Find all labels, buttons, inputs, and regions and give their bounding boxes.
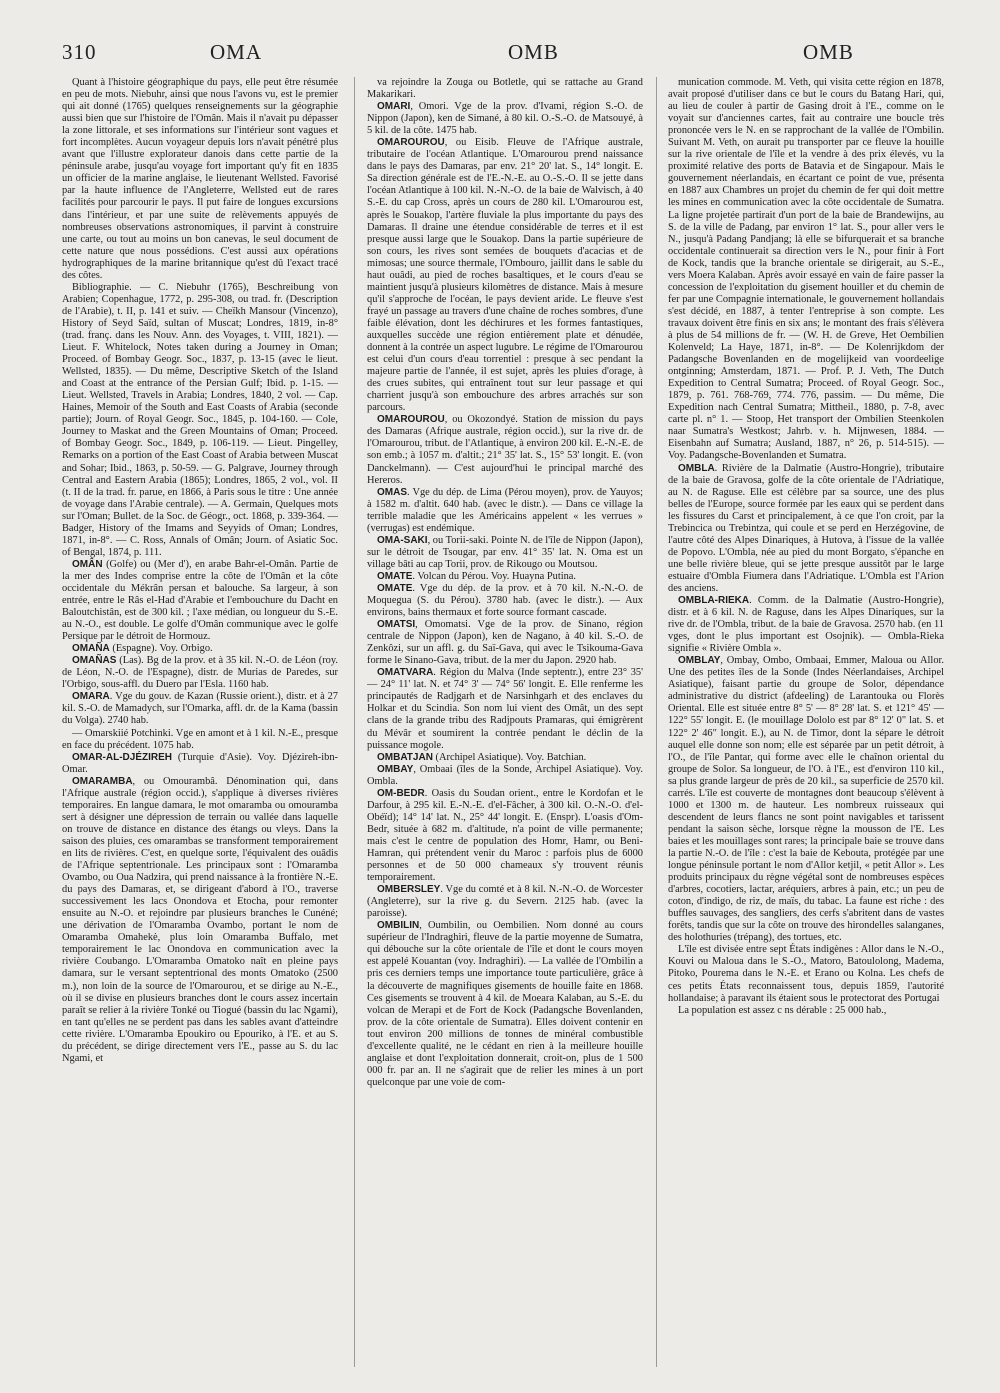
- entry-headword: OMATVARA: [377, 667, 434, 679]
- dictionary-entry: [367, 101, 643, 137]
- running-header: [0, 40, 1000, 80]
- dictionary-entry: [668, 463, 944, 596]
- entry-text: Bibliographie. — C. Niebuhr (1765), Beschreibung von Arabien; Copenhague, 1772, p. 295-308, ou trad. fr. (Description de l'Arabie), t. II, p. 141 et suiv. — Cheïkh Mansour (Vincenzo), History of Seyd Saïd, sultan of Muscat; Londres, 1819, in-8° (trad. franç. dans les Nouv. Ann. des Voyages, t. VIII, 1821). — Lieut. F. Whitelock, Notes taken during a Journey in Oman; Proceed. of Bombay Geogr. Soc., 1837, p. 13-15 (avec le lieut. Wellsted, 1835). — Du même, Descriptive Sketch of the Island and Coast at the entrance of the Persian Gulf; Ibid. p. 1-15. — Lieut. Wellsted, Travels in Arabia; Londres, 1840, 2 vol. — Cap. Haines, Memoir of the South and East Coasts of Arabia (seconde partie); Journ. of Royal Geogr. Soc., 1845, p. 104-160. — Cole, Journey to Maskat and the Green Mountains of Oman; Proceed. of Bombay Geogr. Soc., 1849, p. 106-119. — Lieut. Pingelley, Remarks on a portion of the East Coast of Arabia between Muscat and Sohar; Ibid., 1863, p. 50-59. — G. Palgrave, Journey through Central and Eastern Arabia (1865); Londres, 1865, 2 vol., vol. II (t. II de la trad. fr. parue, en 1866, à Paris sous le titre : Une année de voyage dans l'Arabie centrale). — A. Germain, Quelques mots sur l'Oman; Bullet. de la Soc. de Géogr., oct. 1868, p. 339-364. — Badger, History of the Imams and Seyyids of Oman; Londres, 1871, in-8°. — C. Ross, Annals of Omân; Journ. of Asiatic Soc. of Bengal, 1874, p. 111.: [62, 281, 338, 558]
- dictionary-entry: [367, 752, 643, 764]
- right-column-head: OMB: [803, 40, 854, 64]
- entry-text: , ou Okozondyé. Station de mission du pays des Damaras (Afrique australe, région occid.), sur la rive dr. de l'Omarourou, tribut. de l'Atlantique, à environ 200 kil. E.-N.-E. de son emb.; à 1057 m. d'altit.; 21° 35' lat. S., 15° 53' longit. E. (von Danckelmann). — C'est aujourd'hui le principal marché des Hereros.: [367, 414, 643, 486]
- entry-text: . Comm. de la Dalmatie (Austro-Hongrie), distr. et à 6 kil. N. de Raguse, dans les Alpes Dinariques, sur la rive dr. de l'Ombla, tribut. de la baie de Gravosa. 2570 hab. (en 11 vges, dont le plus important est Osojnik). — Ombla-Rieka signifie « Rivière Ombla ».: [668, 595, 944, 655]
- entry-headword: OMBERSLEY: [377, 884, 441, 896]
- dictionary-entry: [367, 884, 643, 920]
- entry-headword: OMAÑA: [72, 643, 110, 655]
- dictionary-entry: [367, 487, 643, 535]
- entry-text: . Oasis du Soudan orient., entre le Kordofan et le Darfour, à 295 kil. E.-N.-E. d'el-Fâcher, à 300 kil. O.-N.-O. d'el-Obéïd); 14° 14' lat. N., 25° 44' longit. E. (Enspr). L'oasis d'Om-Bedr, située à 682 m. d'altitude, n'a point de ville permanente; mais c'est le centre de population des Homr, Hamr, ou Beni-Hamran, qui prétendent venir du Maroc : parfois plus de 6000 personnes et de 50 000 chameaux s'y trouvent réunis temporairement.: [367, 787, 643, 884]
- paragraph: [62, 77, 338, 282]
- dictionary-entry: [62, 655, 338, 691]
- entry-text: va rejoindre la Zouga ou Botletle, qui se rattache au Grand Makarikari.: [367, 77, 643, 101]
- column-divider: [656, 77, 657, 1367]
- dictionary-entry: [367, 583, 643, 619]
- column-divider: [354, 77, 355, 1367]
- text-column-right: [668, 77, 944, 1367]
- entry-text: — Omarskiié Potchinki. Vge en amont et à 1 kil. N.-E., presque en face du précédent. 1075 hab.: [62, 727, 338, 751]
- text-column-middle: [367, 77, 643, 1367]
- paragraph: [62, 282, 338, 559]
- entry-text: (Espagne). Voy. Orbigo.: [109, 643, 213, 655]
- entry-headword: OM-BEDR: [377, 787, 425, 799]
- left-column-head: OMA: [210, 40, 263, 64]
- dictionary-entry: [367, 788, 643, 884]
- dictionary-entry: [62, 559, 338, 643]
- paragraph: [668, 77, 944, 463]
- entry-text: . Vge du gouv. de Kazan (Russie orient.), distr. et à 27 kil. S.-O. de Mamadych, sur l'Omarka, affl. dr. de la Kama (bassin du Volga). 2740 hab.: [62, 691, 338, 727]
- entry-headword: OMAR-AL-DJÉZIREH: [72, 751, 172, 763]
- entry-headword: OMAROUROU: [377, 414, 445, 426]
- entry-text: (Las). Bg de la prov. et à 35 kil. N.-O. de Léon (roy. de Léon, N.-O. de l'Espagne), distr. de Murias de Paredes, sur l'Orbigo, sous-affl. du Duero par l'Esla. 1160 hab.: [62, 655, 338, 691]
- entry-text: L'île est divisée entre sept États indigènes : Allor dans le N.-O., Kouvi ou Maloua dans le S.-O., Matoro, Batoulolong, Madema, Pitoko, Pourema dans le N.-E. et Erano ou Kolna. Les chefs de ces petits États reconnaissent tous, depuis 1859, l'autorité hollandaise; à paravant ils étaient sous le protectorat des Portugai: [668, 944, 944, 1004]
- entry-headword: OMAS: [377, 486, 407, 498]
- dictionary-entry: [62, 752, 338, 776]
- entry-headword: OMBLA-RIEKA: [678, 595, 750, 607]
- entry-headword: OMATE: [377, 570, 413, 582]
- entry-headword: OMÂN: [72, 558, 103, 570]
- entry-headword: OMARA: [72, 691, 110, 703]
- entry-headword: OMARAMBA: [72, 775, 133, 787]
- entry-headword: OMATSI: [377, 619, 416, 631]
- entry-text: . Vge du dép. de la prov. et à 70 kil. N.-N.-O. de Moquegua (S. du Pérou). 3780 hab. (avec le distr.). — Aux environs, bains thermaux et forte source formant cascade.: [367, 582, 643, 619]
- entry-text: . Rivière de la Dalmatie (Austro-Hongrie), tributaire de la baie de Gravosa, golfe de la côte orientale de l'Adriatique, au N. de Raguse. Elle est célèbre par sa source, une des plus belles de l'Europe, source formée par les eaux qui se perdent dans les fissures du Carst et principalement, à ce que l'on croit, par la Trebincica ou Trebintza, qui coule et se perd en Herzégovine, de l'autre côté des Alpes Dinariques, à Hutova, à l'issue de la vallée de Popovo. L'Ombla, née au pied du mont Borgato, s'épanche en une belle rivière bleue, qui se jette presque aussitôt par le large estuaire d'Ombla Fiumera dans l'Adriatique. L'Ombla est l'Arion des anciens.: [668, 462, 944, 594]
- entry-text: Quant à l'histoire géographique du pays, elle peut être résumée en peu de mots. Niebuhr, ainsi que nous l'avons vu, est le premier qui ait donné (1765) quelques renseignements sur la géographie aussi bien que sur l'histoire de l'Omân. Mais il n'avait pu dépasser la zone littorale, et ses informations sur l'intérieur sont vagues et fort incomplètes. Aucun voyageur depuis lors n'avait pénétré plus avant que l'illustre explorateur danois dans cette partie de la péninsule arabe, jusqu'au voyage fort important qu'y fit en 1835 un officier de la marine anglaise, le lieutenant Wellsted. Favorisé par la haute influence de l'Angleterre, Wellsted eut de rares facilités pour parcourir le pays. Il put faire de longues excursions dans l'intérieur, et par une suite de relèvements appuyés de nombreuses observations astronomiques, il parvint à construire une carte, ou tout au moins un bon canevas, le seul document de cette nature que nous possédions. C'est aussi aux opérations hydrographiques de la marine britannique qu'est dû l'exact tracé des côtes.: [62, 77, 338, 281]
- entry-text: , Ombaai (îles de la Sonde, Archipel Asiatique). Voy. Ombla.: [367, 763, 643, 787]
- dictionary-entry: [668, 655, 944, 944]
- entry-headword: OMBILIN: [377, 920, 420, 932]
- entry-headword: OMBLA: [678, 462, 715, 474]
- entry-text: , Omomatsi. Vge de la prov. de Sinano, région centrale de Nippon (Japon), ken de Nagano, à 40 kil. S.-O. de Zenkôzi, sur un affl. g. du Saï-Gava, qui avec le Tsikouma-Gava forme le Sinano-Gava, tribut. de la mer du Japon. 2920 hab.: [367, 619, 643, 667]
- entry-text: . Vge du dép. de Lima (Pérou moyen), prov. de Yauyos; à 1582 m. d'altit. 640 hab. (avec le distr.). — Dans ce village la terrible maladie que les Américains appelent « les verrues » (verrugas) est endémique.: [367, 486, 643, 534]
- entry-headword: OMARI: [377, 101, 411, 113]
- entry-text: , ou Omourambâ. Dénomination qui, dans l'Afrique australe (région occid.), s'applique à diverses rivières temporaires. En langue damara, le mot omaramba ou omouramba sert à désigner une dépression de terrain ou vallée dans laquelle on trouve de distance en distance des étangs ou vleys. Dans la saison des pluies, ces omarambas se transforment temporairement en lits de rivières. C'est, en quelque sorte, l'équivalent des ouâdis de l'Afrique septentrionale. Les principaux sont : l'Omaramba Ovambo, ou Oua Nadzira, qui prend naissance à la frontière N.-E. du pays des Damaras, et, se dirigeant d'abord à l'O., traverse successivement les lacs Onondova et Etocha, pour remonter ensuite au N.-O. et rejoindre par plusieurs branches le Cunéné; une dérivation de l'Omaramba Ovambo, portant le nom de Omaramba Omahekė, plus loin Omaramba Buffalo, met temporairement le lac Onondova en communication avec la rivière Coubango. L'Omaramba Omatoko naît en pleine pays damara, sur le versant septentrional des monts Omatoko (2500 m.), non loin de la source de l'Omarourou, et se dirige au N.-E., où il se divise en plusieurs branches dont le cours assez incertain paraît se relier à la rivière Tonké ou Tiogué (bassin du lac Ngami), en tant qu'elles ne se perdent pas dans les sables avant d'atteindre cette rivière. L'Omaramba Epoukiro ou Epouriko, à l'E. et au S. du précédent, se dirige directement vers l'E., passe au S. du lac Ngami, et: [62, 775, 338, 1064]
- entry-text: munication commode. M. Veth, qui visita cette région en 1878, avait proposé d'utiliser dans ce but le cours du Batang Hari, qui, au lieu de couler à partir de Gasing droit à l'E., comme on le voyait sur d'anciennes cartes, fait au contraire une boucle très prononcée vers le N. en se rapprochant de la vallée de l'Ombilin. Suivant M. Veth, on aurait pu transporter par ce fleuve la houille sur la rive orientale de l'île et la vendre à des prix élevés, vu la proximité relative des ports de Batavia et de Singapour. Mais le gouvernement néerlandais, en écartant ce point de vue, présenta en 1887 aux Chambres un projet du chemin de fer qui doit mettre les mines en communication avec la côte occidentale de Sumatra. La ligne projetée partirait d'un port de la baie de Brandewijns, au S. de la ville de Padang, par environ 1° lat. S., pour aller vers le N., jusqu'à Padang Pandjang; là elle se bifurquerait et sa branche occidentale continuerait sa direction vers le N., pour finir à Fort de Kock, tandis que la branche orientale se dirigerait, au S.-E., vers Moera Kalaban. Après avoir essayé en vain de faire passer la concession de l'exploitation du gisement houiller et du chemin de fer par une Compagnie internationale, le gouvernement hollandais s'est décidé, en 1887, à tenter l'entreprise à son compte. Les travaux doivent être finis en six ans; le montant des frais s'élèvera à plus de 54 millions de fr. — (W. H. de Greve, Het Oembilien Kolenveld; La Haye, 1871, in-8°. — De Kolenrijkdom der Padangsche Bovenlanden en de mogelijkeid van voordeelige ontginning; Amsterdam, 1871. — Prof. P. J. Veth, The Dutch Expedition to Central Sumatra; Proceed. of Royal Geogr. Soc., 1879, p. 761. 768-769, 774. 776, passim. — Du même, Die Expedition nach Central Sumatra; Mittheil., 1880, p. 7-8, avec carte pl. n° 1. — Stoop, Het transport der Ombilien Steenkolen naar Sumatra's Westkost; Jahrb. v. h. Mijnwesen, 1884. — Eisenbahn auf Sumatra; Ausland, 1887, n° 26, p. 514-515). — Voy. Padangsche-Bovenlanden et Sumatra.: [668, 77, 944, 462]
- entry-headword: OMBATJAN: [377, 751, 433, 763]
- page-number: 310: [62, 40, 97, 64]
- dictionary-entry: [367, 137, 643, 414]
- entry-text: , Omori. Vge de la prov. d'Ivami, région S.-O. de Nippon (Japon), ken de Simané, à 80 kil. O.-S.-O. de Matsouyé, à 5 kil. de la côte. 1475 hab.: [367, 101, 643, 137]
- paragraph: [62, 728, 338, 752]
- middle-column-head: OMB: [508, 40, 559, 64]
- entry-text: La population est assez c ns dérable : 25 000 hab.,: [678, 1004, 887, 1016]
- entry-headword: OMAROUROU: [377, 137, 445, 149]
- entry-headword: OMA-SAKI: [377, 534, 428, 546]
- dictionary-entry: [62, 776, 338, 1065]
- paragraph: [668, 944, 944, 1004]
- entry-headword: OMBLAY: [678, 655, 721, 667]
- entry-text: , ou Eisib. Fleuve de l'Afrique australe, tributaire de l'océan Atlantique. L'Omarourou prend naissance dans le pays des Damaras, par env. 21° 20' lat. S., 14° longit. E. Sa direction générale est de l'E.-N.-E. au O.-S.-O. Il se jette dans l'océan Atlantique à 100 kil. N.-N.-O. de la baie de Walvisch, à 40 S.-E. du cap Cross, après un cours de 280 kil. L'Omarourou est, après le Souakop, l'artère fluviale la plus importante du pays des Damaras. Il draine une étendue considérable de terres et il est presque aussi large que le Souakop. Dans la partie supérieure de son cours, les rives sont semées de bouquets d'acacias et de mimosas; une source thermale, l'Ombouro, jaillit dans le sable du haut ouâdi, au pied de roches basaltiques, et le cours d'eau se maintient jusqu'à plusieurs kilomètres de distance. Mais à mesure qu'il s'approche de l'océan, le pays devient aride. Le fleuve s'est frayé un passage au travers d'une chaîne de roches sombres, d'une faible élévation, dont les déchirures et les formes fantastiques, auxquelles succède une région entièrement plate et dénudée, donnent à la contrée un aspect lugubre. Le régime de l'Omarourou est celui d'un cours d'eau torrentiel : presque à sec pendant la majeure partie de l'année, il est sujet, après les pluies d'orage, à des crues subites, qui entraînent tout sur leur passage et qui charrient jusqu'à son embouchure des arbres arrachés sur son parcours.: [367, 137, 643, 414]
- entry-text: , ou Torii-saki. Pointe N. de l'île de Nippon (Japon), sur le détroit de Tsougar, par env. 41° 35' lat. N. Oma est un village bâti au cap Torii, prov. de Rikougo ou Moutsou.: [367, 534, 643, 570]
- dictionary-entry: [367, 764, 643, 788]
- dictionary-entry: [367, 920, 643, 1089]
- dictionary-entry: [62, 691, 338, 727]
- paragraph: [668, 1005, 944, 1017]
- text-column-left: [62, 77, 338, 1367]
- dictionary-entry: [367, 414, 643, 486]
- entry-text: (Golfe) ou (Mer d'), en arabe Bahr-el-Omân. Partie de la mer des Indes comprise entre la côte de l'Omân et la côte occidentale du Mékrân persan et balouche. Sa largeur, à son entrée, entre le Râs el-Had d'Arabie et l'embouchure du Dacht en Baloutchistân, est de 300 kil. ; l'axe médian, ou longueur du S.-E. au N.-O., est double. Le golfe d'Omân communique avec le golfe Persique par le détroit de Hormouz.: [62, 558, 338, 643]
- entry-text: (Archipel Asiatique). Voy. Batchian.: [432, 751, 587, 763]
- entry-text: . Région du Malva (Inde septentr.), entre 23° 35' — 24° 11' lat. N. et 74° 3' — 74° 56' longit. E. Elle renferme les principautés de Radjgarh et de Narsinhgarh et des enclaves du Holkar et du Scindia. Son nom lui vient des Omât, un des sept clans de la grande tribu des Radjpouts Pramaras, qui émigrèrent du Mévâr et soumirent la contrée pendant le déclin de la puissance mogole.: [367, 667, 643, 751]
- dictionary-entry: [668, 595, 944, 655]
- paragraph: [367, 77, 643, 101]
- entry-text: . Volcan du Pérou. Voy. Huayna Putina.: [412, 570, 577, 582]
- entry-text: . Vge du comté et à 8 kil. N.-N.-O. de Worcester (Angleterre), sur la rive g. du Severn. 2125 hab. (avec la paroisse).: [367, 884, 643, 920]
- entry-text: (Turquie d'Asie). Voy. Djézireh-ibn-Omar.: [62, 751, 338, 775]
- dictionary-entry: [367, 619, 643, 667]
- dictionary-entry: [367, 535, 643, 571]
- entry-text: , Oumbilin, ou Oembilien. Nom donné au cours supérieur de l'Indraghiri, fleuve de la partie moyenne de Sumatra, qui débouche sur la côte orientale de l'île et dont le cours moyen est appelé Kouantan (voy. Indraghiri). — La vallée de l'Ombilin a pris ces derniers temps une importance toute particulière, grâce à la découverte de magnifiques gisements de houille faite en 1868. Ces gisements se trouvent à 4 kil. de Moeara Kalaban, au S.-E. du volcan de Merapi et de Fort de Kock (Padangsche Bovenlanden, prov. de la côte orientale de Sumatra). Elles doivent contenir en tout environ 200 millions de tonnes de minéral combustible d'excellente qualité, ne le cédant en rien à la meilleure houille anglaise et dont l'exploitation donnerait, croit-on, plus de 1 500 000 fr. par an. Il ne s'agirait que de relier les mines à un port quelconque par une voie de com-: [367, 920, 643, 1088]
- entry-headword: OMATE: [377, 582, 413, 594]
- dictionary-entry: [367, 667, 643, 751]
- dictionary-entry: [62, 643, 338, 655]
- entry-text: , Ombay, Ombo, Ombaai, Emmer, Maloua ou Allor. Une des petites îles de la Sonde (Indes Néerlandaises, Archipel Asiatique), faisant partie du groupe de Solor, dépendance administrative du district (afdeeling) de Larantouka ou Florès Oriental. Elle est située entre 8° 5' — 8° 28' lat. S. et 121° 45' — 122° 55' longit. E. (le mouillage Dololo est par 8° 12' 0" lat. S. et 122° 2' 46" longit. E.), au N. de Timor, dont la sépare le détroit auquel elle donne son nom; elle est séparée par un petit détroit, à l'O., de l'île Pantar, qui forme avec elle le chaînon oriental du groupe de Solor. Sa longueur, de l'O. à l'E., est d'environ 110 kil., sa plus grande largeur de près de 20 kil., sa superficie de 2570 kil. carrés. L'île est couverte de montagnes dont beaucoup s'élèvent à 1000 et 1300 m. de hauteur. Les nombreux ruisseaux qui descendent de leurs flancs ne sont point navigables et tarissent pendant la saison sèche, lorsque règne la mousson de l'E. Les baies et les mouillages sont rares; la principale baie se trouve dans la partie N.-O. de l'île : c'est la baie de Kebouta, protégée par une longue péninsule portant le nom d'Allor ketjil, « petit Allor ». Les produits principaux du règne végétal sont de nombreuses espèces d'arbres, cocotiers, lactar, aréquiers, arbres à pain, etc.; un peu de coton, d'indigo, de riz, de maïs, du tabac. La faune est riche : des buffles sauvages, des sangliers, des cerfs s'abritent dans de vastes forêts, tandis que sur la côte on trouve des hirondelles salanganes, des holothuries (trépang), des tortues, etc.: [668, 655, 944, 944]
- entry-headword: OMBAY: [377, 763, 414, 775]
- dictionary-entry: [367, 571, 643, 583]
- entry-headword: OMAÑAS: [72, 655, 117, 667]
